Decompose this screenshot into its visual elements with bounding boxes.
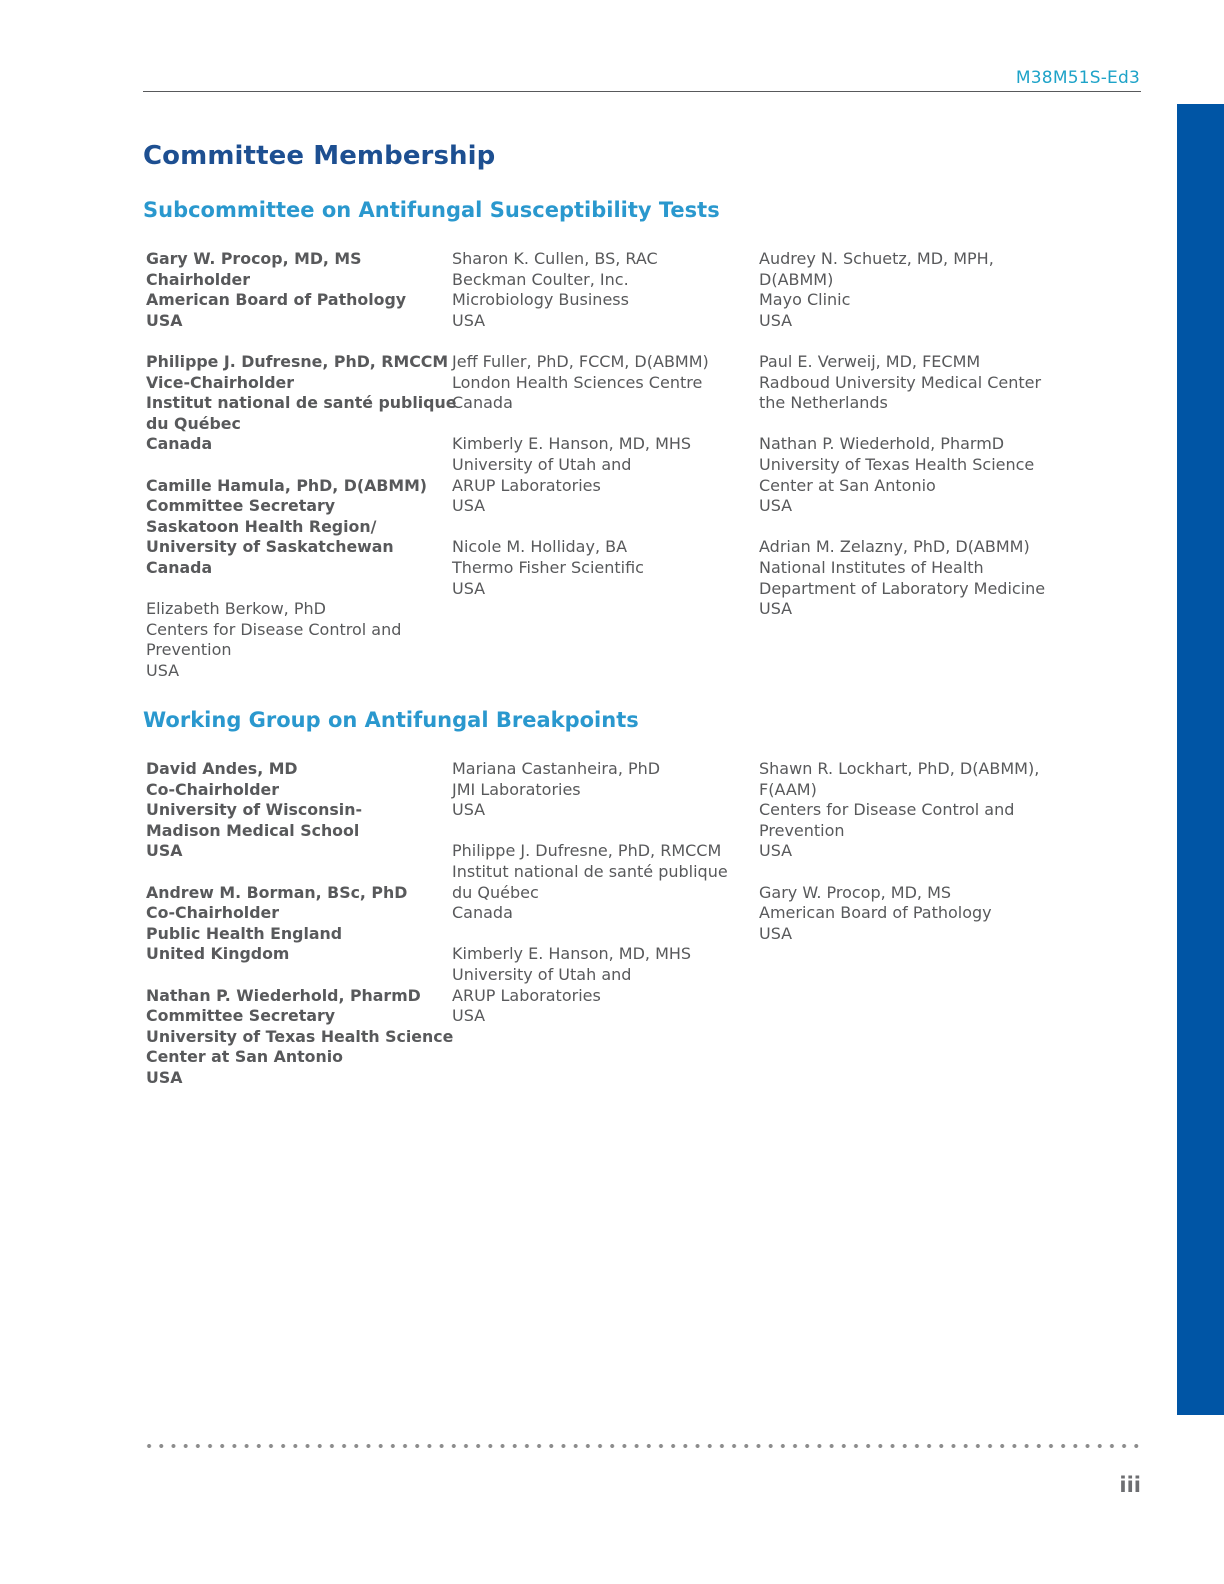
member-name: Gary W. Procop, MD, MS [146, 249, 362, 268]
member-affiliation: Microbiology Business [452, 290, 629, 310]
member-entry [146, 986, 453, 1089]
member-country: USA [452, 578, 486, 598]
member-affiliation: National Institutes of Health [759, 557, 984, 577]
member-country: Canada [452, 393, 513, 413]
member-name: Andrew M. Borman, BSc, PhD [146, 882, 408, 902]
member-affiliation: Prevention [759, 820, 845, 840]
member-role: Committee Secretary [146, 496, 336, 516]
member-entry [146, 352, 456, 455]
member-affiliation: University of Texas Health Science [146, 1026, 454, 1046]
member-name: Gary W. Procop, MD, MS [759, 882, 952, 902]
member-country: United Kingdom [146, 944, 290, 964]
member-entry [759, 352, 1045, 414]
member-affiliation: Center at San Antonio [146, 1047, 343, 1067]
member-country: USA [146, 310, 183, 330]
member-name: Philippe J. Dufresne, PhD, RMCCM [452, 841, 722, 861]
member-role: Chairholder [146, 269, 251, 289]
member-affiliation: Centers for Disease Control and [759, 800, 1015, 820]
member-affiliation: University of Wisconsin- [146, 800, 363, 820]
member-name: Nicole M. Holliday, BA [452, 537, 628, 557]
member-name: Shawn R. Lockhart, PhD, D(ABMM), [759, 759, 1040, 778]
member-entry [452, 841, 728, 923]
member-entry [759, 883, 1039, 945]
member-affiliation: American Board of Pathology [146, 290, 407, 310]
member-entry [146, 883, 453, 965]
member-column [146, 249, 456, 702]
member-name: Paul E. Verweij, MD, FECMM [759, 351, 981, 371]
member-affiliation: Thermo Fisher Scientific [452, 557, 644, 577]
member-affiliation: Radboud University Medical Center [759, 372, 1042, 392]
member-name: Nathan P. Wiederhold, PharmD [146, 985, 421, 1005]
member-entry [759, 537, 1045, 619]
member-country: Canada [146, 434, 213, 454]
member-country: USA [759, 496, 793, 516]
member-entry [452, 944, 728, 1026]
member-affiliation: du Québec [146, 413, 241, 433]
member-role: Co-Chairholder [146, 903, 280, 923]
member-entry [452, 537, 709, 599]
member-country: USA [146, 660, 180, 680]
member-column [452, 249, 709, 620]
member-credentials: D(ABMM) [759, 269, 834, 289]
member-country: USA [759, 599, 793, 619]
member-affiliation: Beckman Coulter, Inc. [452, 269, 629, 289]
member-affiliation: American Board of Pathology [759, 903, 992, 923]
member-entry [759, 434, 1045, 516]
member-affiliation: Mayo Clinic [759, 290, 851, 310]
member-name: Mariana Castanheira, PhD [452, 759, 661, 778]
member-country: Canada [146, 557, 213, 577]
member-name: Kimberly E. Hanson, MD, MHS [452, 944, 692, 964]
member-name: Camille Hamula, PhD, D(ABMM) [146, 475, 428, 495]
member-entry [452, 434, 709, 516]
member-affiliation: University of Utah and [452, 454, 632, 474]
member-affiliation: JMI Laboratories [452, 779, 581, 799]
member-affiliation: Center at San Antonio [759, 475, 936, 495]
member-country: the Netherlands [759, 393, 888, 413]
member-entry [452, 759, 728, 821]
member-entry [146, 759, 453, 862]
member-country: USA [452, 1006, 486, 1026]
header-rule [143, 91, 1141, 92]
member-name: Nathan P. Wiederhold, PharmD [759, 434, 1005, 454]
member-affiliation: London Health Sciences Centre [452, 372, 703, 392]
member-affiliation: Department of Laboratory Medicine [759, 578, 1046, 598]
member-column [146, 759, 453, 1109]
member-name: Sharon K. Cullen, BS, RAC [452, 249, 658, 268]
page-title: Committee Membership [143, 141, 496, 171]
member-country: USA [759, 310, 793, 330]
member-entry [759, 249, 1045, 331]
member-affiliation: Saskatoon Health Region/ [146, 516, 377, 536]
member-name: Elizabeth Berkow, PhD [146, 599, 326, 619]
member-name: David Andes, MD [146, 759, 298, 778]
member-country: USA [759, 841, 793, 861]
member-affiliation: Centers for Disease Control and [146, 619, 402, 639]
side-color-bar [1177, 104, 1224, 1415]
member-country: USA [759, 923, 793, 943]
member-entry [452, 352, 709, 414]
member-country: USA [146, 841, 183, 861]
member-column [452, 759, 728, 1047]
member-affiliation: Madison Medical School [146, 820, 360, 840]
member-column [759, 759, 1039, 965]
member-role: Co-Chairholder [146, 779, 280, 799]
member-entry [146, 476, 456, 579]
member-country: USA [452, 496, 486, 516]
section-heading-subcommittee: Subcommittee on Antifungal Susceptibility Tests [143, 198, 720, 222]
member-affiliation: ARUP Laboratories [452, 475, 601, 495]
member-entry [146, 599, 456, 681]
member-affiliation: University of Utah and [452, 964, 632, 984]
member-affiliation: Prevention [146, 640, 232, 660]
member-column [759, 249, 1045, 640]
member-role: Vice-Chairholder [146, 372, 295, 392]
page-number: iii [1119, 1473, 1141, 1497]
member-name: Kimberly E. Hanson, MD, MHS [452, 434, 692, 454]
member-entry [146, 249, 456, 331]
member-name: Adrian M. Zelazny, PhD, D(ABMM) [759, 537, 1030, 557]
dotted-divider [143, 1443, 1143, 1449]
member-affiliation: Institut national de santé publique [452, 861, 728, 881]
member-country: Canada [452, 903, 513, 923]
member-entry [452, 249, 709, 331]
document-id: M38M51S-Ed3 [1015, 68, 1140, 88]
member-entry [759, 759, 1039, 862]
member-credentials: F(AAM) [759, 779, 817, 799]
section-heading-working-group: Working Group on Antifungal Breakpoints [143, 708, 639, 732]
member-country: USA [452, 800, 486, 820]
member-name: Philippe J. Dufresne, PhD, RMCCM [146, 351, 449, 371]
member-affiliation: Institut national de santé publique [146, 393, 457, 413]
member-affiliation: ARUP Laboratories [452, 985, 601, 1005]
member-country: USA [146, 1067, 183, 1087]
member-name: Audrey N. Schuetz, MD, MPH, [759, 249, 994, 268]
member-role: Committee Secretary [146, 1006, 336, 1026]
member-name: Jeff Fuller, PhD, FCCM, D(ABMM) [452, 351, 709, 371]
member-country: USA [452, 310, 486, 330]
member-affiliation: University of Texas Health Science [759, 454, 1035, 474]
member-affiliation: University of Saskatchewan [146, 537, 394, 557]
member-affiliation: du Québec [452, 882, 539, 902]
member-affiliation: Public Health England [146, 923, 343, 943]
